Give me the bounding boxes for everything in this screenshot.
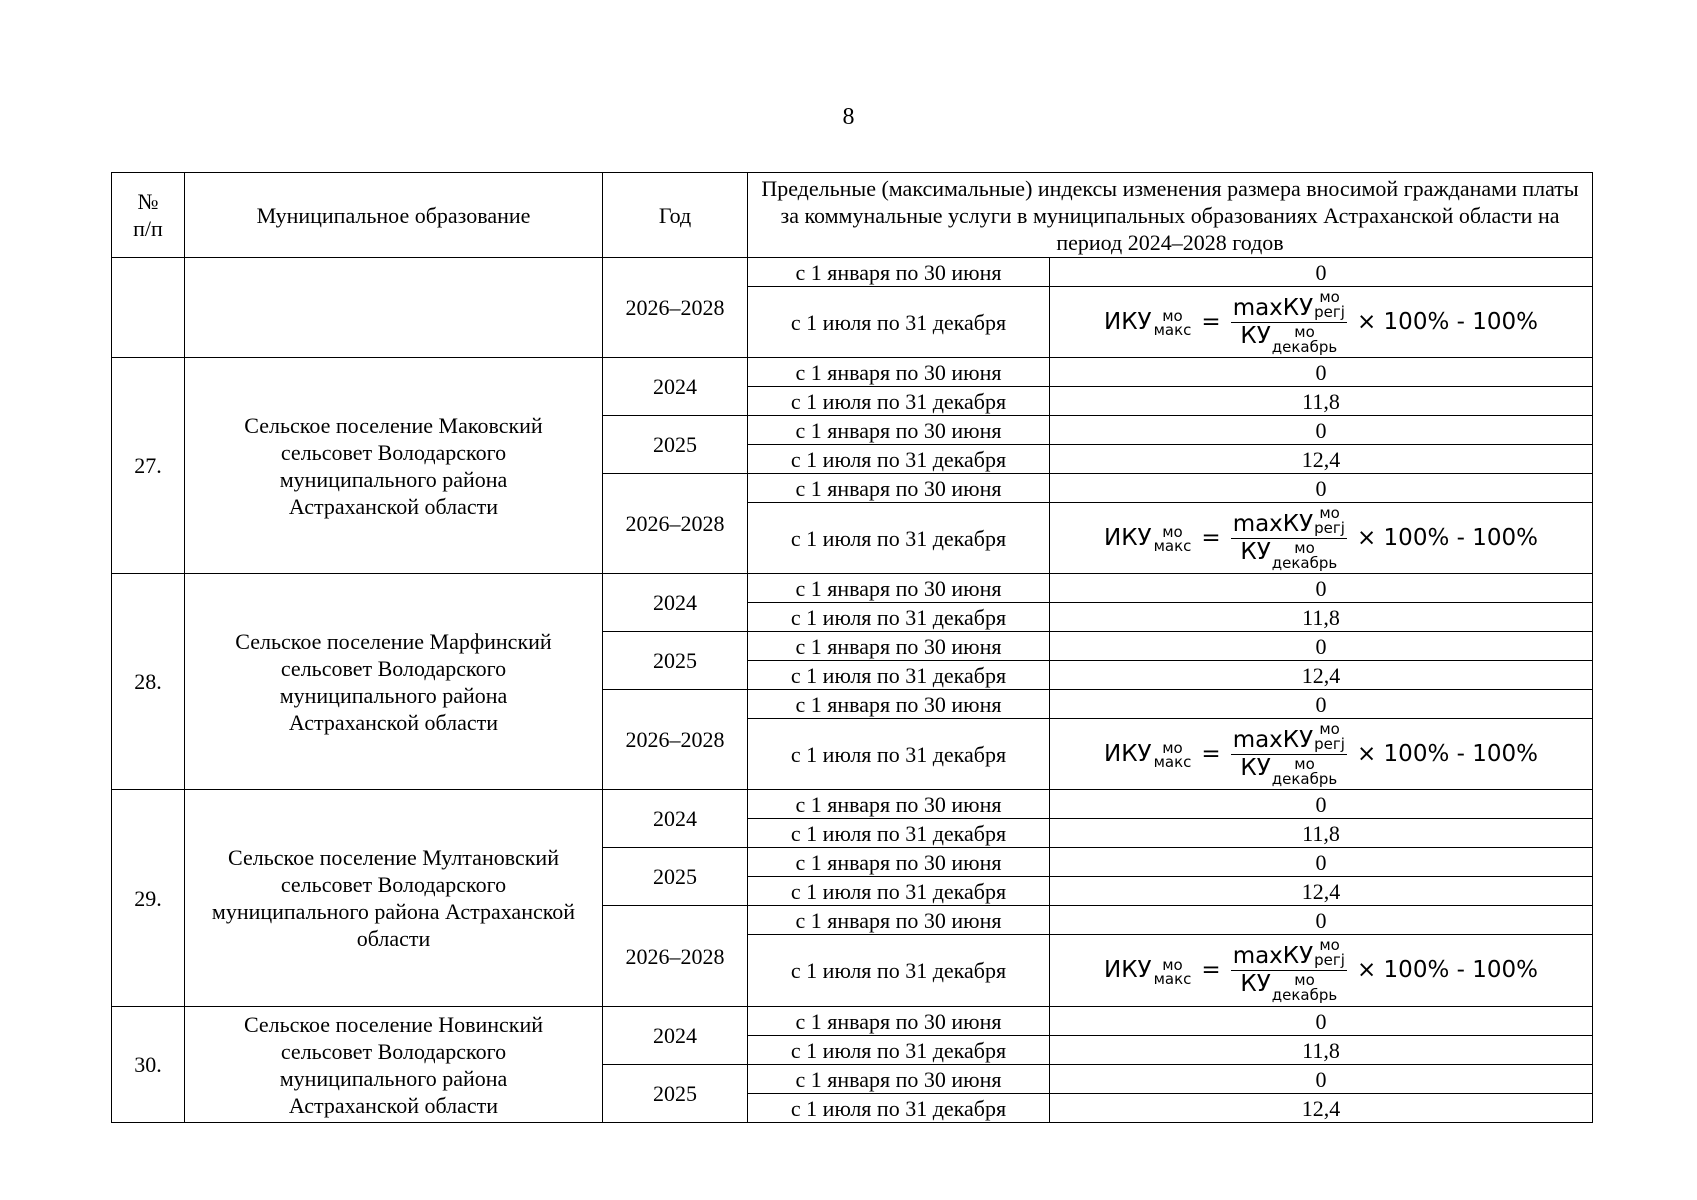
formula-den-sub: декабрь [1271,769,1338,788]
formula-den-sup: мо [1294,754,1315,773]
period-cell: с 1 января по 30 июня [748,1007,1050,1036]
year-cell: 2025 [603,632,748,690]
header-year: Год [603,173,748,258]
value-cell: 11,8 [1050,387,1593,416]
table-row [112,790,1593,819]
formula-num-sup: мо [1319,936,1340,954]
formula-eq: = [1201,740,1221,767]
value-cell: 11,8 [1050,819,1593,848]
formula-denominator: КУ [1240,322,1271,349]
formula-denominator: КУ [1240,971,1271,997]
municipality-cell: Сельское поселение Новинский сельсовет Володарского муниципального района Астраханской области [185,1007,603,1123]
header-index: Предельные (максимальные) индексы изменения размера вносимой гражданами платы за коммунальные услуги в муниципальных образованиях Астраханской области на период 2024–2028 годов [748,173,1593,258]
period-cell: с 1 января по 30 июня [748,1065,1050,1094]
formula-lhs-sub: макс [1153,753,1192,771]
year-cell: 2024 [603,1007,748,1065]
formula-lhs-sup: мо [1162,523,1183,541]
formula-lhs-sup: мо [1162,307,1183,325]
formula-denominator: КУ [1240,754,1271,781]
formula-tail: × 100% - 100% [1356,308,1538,335]
formula-den-sub: декабрь [1271,986,1338,1004]
period-cell: с 1 января по 30 июня [748,358,1050,387]
period-cell: с 1 июля по 31 декабря [748,661,1050,690]
formula-lhs: ИКУ [1104,308,1152,335]
value-cell: 11,8 [1050,603,1593,632]
formula-num-sub: регj [1314,302,1345,321]
index-formula [1104,719,1538,788]
formula-num-sup: мо [1319,719,1340,738]
header-row [112,173,1593,258]
value-cell: 0 [1050,632,1593,661]
formula-eq: = [1201,524,1221,551]
formula-fraction [1231,938,1347,1003]
period-cell: с 1 января по 30 июня [748,906,1050,935]
formula-numerator: maxКУ [1232,510,1314,537]
formula-den-sup: мо [1294,322,1315,341]
municipality-cell: Сельское поселение Мултановский сельсовет Володарского муниципального района Астраханской области [185,790,603,1007]
value-cell: 11,8 [1050,1036,1593,1065]
formula-cell [1050,935,1593,1007]
period-cell: с 1 января по 30 июня [748,690,1050,719]
period-cell: с 1 января по 30 июня [748,790,1050,819]
num-cell: 29. [112,790,185,1007]
value-cell: 0 [1050,1065,1593,1094]
year-cell: 2024 [603,574,748,632]
formula-denominator: КУ [1240,538,1271,565]
header-num: № п/п [112,173,185,258]
value-cell: 12,4 [1050,661,1593,690]
value-cell: 0 [1050,906,1593,935]
value-cell: 0 [1050,790,1593,819]
period-cell: с 1 июля по 31 декабря [748,819,1050,848]
formula-num-sub: регj [1314,951,1345,969]
formula-den-sup: мо [1294,538,1315,557]
tariff-index-table [111,172,1593,1123]
index-formula [1104,938,1538,1003]
formula-num-sup: мо [1319,503,1340,522]
formula-numerator: maxКУ [1232,726,1314,753]
formula-fraction [1231,719,1347,788]
period-cell: с 1 июля по 31 декабря [748,935,1050,1007]
num-cell [112,258,185,358]
year-cell: 2024 [603,358,748,416]
formula-lhs: ИКУ [1104,524,1152,551]
table-row [112,1007,1593,1036]
formula-fraction [1231,287,1347,356]
formula-cell [1050,719,1593,790]
period-cell: с 1 января по 30 июня [748,574,1050,603]
value-cell: 12,4 [1050,877,1593,906]
header-municipality: Муниципальное образование [185,173,603,258]
period-cell: с 1 января по 30 июня [748,416,1050,445]
period-cell: с 1 января по 30 июня [748,632,1050,661]
value-cell: 12,4 [1050,445,1593,474]
formula-lhs-sub: макс [1153,537,1192,555]
value-cell: 0 [1050,416,1593,445]
table-row [112,574,1593,603]
num-cell: 28. [112,574,185,790]
year-cell: 2025 [603,1065,748,1123]
municipality-cell [185,258,603,358]
num-cell: 27. [112,358,185,574]
formula-eq: = [1201,957,1221,983]
formula-lhs: ИКУ [1104,957,1152,983]
page-number: 8 [842,104,855,130]
value-cell: 0 [1050,1007,1593,1036]
value-cell: 0 [1050,258,1593,287]
period-cell: с 1 января по 30 июня [748,474,1050,503]
formula-tail: × 100% - 100% [1356,957,1538,983]
municipality-cell: Сельское поселение Маковский сельсовет Володарского муниципального района Астраханской области [185,358,603,574]
period-cell: с 1 июля по 31 декабря [748,1094,1050,1123]
value-cell: 0 [1050,358,1593,387]
year-cell: 2026–2028 [603,690,748,790]
period-cell: с 1 января по 30 июня [748,258,1050,287]
municipality-cell: Сельское поселение Марфинский сельсовет Володарского муниципального района Астраханской области [185,574,603,790]
formula-lhs: ИКУ [1104,740,1152,767]
value-cell: 0 [1050,690,1593,719]
formula-lhs-sup: мо [1162,739,1183,757]
num-cell: 30. [112,1007,185,1123]
value-cell: 0 [1050,474,1593,503]
period-cell: с 1 июля по 31 декабря [748,387,1050,416]
year-cell: 2025 [603,848,748,906]
year-cell: 2025 [603,416,748,474]
formula-den-sup: мо [1294,971,1315,989]
formula-eq: = [1201,308,1221,335]
period-cell: с 1 января по 30 июня [748,848,1050,877]
formula-numerator: maxКУ [1232,294,1314,321]
table-row [112,358,1593,387]
formula-cell [1050,287,1593,358]
value-cell: 0 [1050,574,1593,603]
period-cell: с 1 июля по 31 декабря [748,503,1050,574]
value-cell: 12,4 [1050,1094,1593,1123]
formula-tail: × 100% - 100% [1356,740,1538,767]
formula-lhs-sub: макс [1153,321,1192,339]
formula-cell [1050,503,1593,574]
year-cell: 2024 [603,790,748,848]
period-cell: с 1 июля по 31 декабря [748,287,1050,358]
index-formula [1104,287,1538,356]
formula-den-sub: декабрь [1271,337,1338,356]
formula-num-sub: регj [1314,518,1345,537]
formula-tail: × 100% - 100% [1356,524,1538,551]
formula-numerator: maxКУ [1232,943,1314,969]
formula-fraction [1231,503,1347,572]
period-cell: с 1 июля по 31 декабря [748,445,1050,474]
formula-num-sup: мо [1319,287,1340,306]
year-cell: 2026–2028 [603,258,748,358]
year-cell: 2026–2028 [603,906,748,1007]
year-cell: 2026–2028 [603,474,748,574]
index-formula [1104,503,1538,572]
formula-lhs-sub: макс [1153,969,1192,988]
period-cell: с 1 июля по 31 декабря [748,877,1050,906]
formula-num-sub: регj [1314,734,1345,753]
formula-den-sub: декабрь [1271,553,1338,572]
table-row [112,258,1593,287]
period-cell: с 1 июля по 31 декабря [748,719,1050,790]
value-cell: 0 [1050,848,1593,877]
period-cell: с 1 июля по 31 декабря [748,1036,1050,1065]
period-cell: с 1 июля по 31 декабря [748,603,1050,632]
formula-lhs-sup: мо [1162,955,1183,974]
